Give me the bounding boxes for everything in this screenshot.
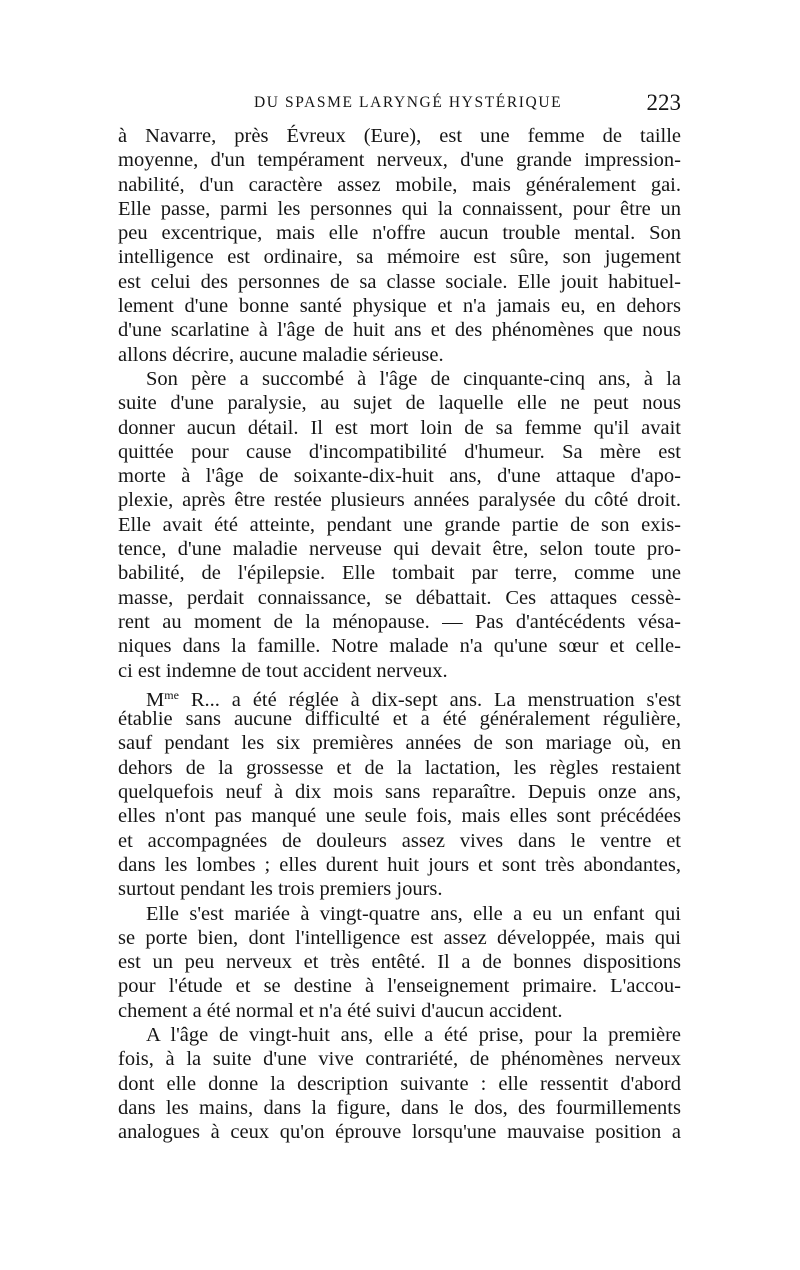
text-line: donner aucun détail. Il est mort loin de sa femme qu'il avait bbox=[118, 416, 681, 439]
text-line: lement d'une bonne santé physique et n'a jamais eu, en dehors bbox=[118, 295, 681, 318]
text-line: allons décrire, aucune maladie sérieuse. bbox=[118, 343, 444, 366]
mme-prefix: M bbox=[146, 688, 165, 711]
text-line: dehors de la grossesse et de la lactation, les règles restaient bbox=[118, 756, 681, 779]
text-line: dans les lombes ; elles durent huit jours et sont très abondantes, bbox=[118, 853, 681, 876]
text-line: peu excentrique, mais elle n'offre aucun trouble mental. Son bbox=[118, 222, 681, 245]
text-line: tence, d'une maladie nerveuse qui devait être, selon toute pro- bbox=[118, 538, 681, 561]
text-line: à Navarre, près Évreux (Eure), est une femme de taille bbox=[118, 125, 681, 147]
text-line: quelquefois neuf à dix mois sans reparaître. Depuis onze ans, bbox=[118, 781, 681, 804]
text-line: quittée pour cause d'incompatibilité d'humeur. Sa mère est bbox=[118, 440, 681, 463]
text-line: Son père a succombé à l'âge de cinquante-cinq ans, à la bbox=[146, 367, 681, 390]
text-line: moyenne, d'un tempérament nerveux, d'une grande impression- bbox=[118, 149, 681, 172]
page-header bbox=[118, 92, 681, 116]
text-line: intelligence est ordinaire, sa mémoire est sûre, son jugement bbox=[118, 246, 681, 269]
text-line: rent au moment de la ménopause. — Pas d'antécédents vésa- bbox=[118, 610, 681, 633]
text-line: établie sans aucune difficulté et a été généralement régulière, bbox=[118, 708, 681, 731]
text-line-mme bbox=[118, 683, 681, 711]
text-line: d'une scarlatine à l'âge de huit ans et des phénomènes que nous bbox=[118, 319, 681, 342]
text-line: niques dans la famille. Notre malade n'a qu'une sœur et celle- bbox=[118, 635, 681, 658]
mme-superscript: me bbox=[164, 687, 179, 702]
text-line: masse, perdait connaissance, se débattait. Ces attaques cessè- bbox=[118, 586, 681, 609]
text-line: et accompagnées de douleurs assez vives dans le ventre et bbox=[118, 829, 681, 852]
text-line: elles n'ont pas manqué une seule fois, mais elles sont précédées bbox=[118, 805, 681, 828]
text-line: suite d'une paralysie, au sujet de laquelle elle ne peut nous bbox=[118, 392, 681, 415]
text-line: pour l'étude et se destine à l'enseignement primaire. L'accou- bbox=[118, 975, 681, 998]
mme-rest: R... a été réglée à dix-sept ans. La menstruation s'est bbox=[178, 688, 681, 711]
text-line: A l'âge de vingt-huit ans, elle a été prise, pour la première bbox=[146, 1023, 681, 1046]
text-line: est celui des personnes de sa classe sociale. Elle jouit habituel- bbox=[118, 270, 681, 293]
text-line: dont elle donne la description suivante : elle ressentit d'abord bbox=[118, 1072, 681, 1095]
text-line: se porte bien, dont l'intelligence est assez développée, mais qui bbox=[118, 926, 681, 949]
text-line: est un peu nerveux et très entêté. Il a de bonnes dispositions bbox=[118, 951, 681, 974]
text-line: plexie, après être restée plusieurs années paralysée du côté droit. bbox=[118, 489, 681, 512]
text-line: ci est indemne de tout accident nerveux. bbox=[118, 659, 448, 682]
text-line: babilité, de l'épilepsie. Elle tombait par terre, comme une bbox=[118, 562, 681, 585]
text-line: sauf pendant les six premières années de son mariage où, en bbox=[118, 732, 681, 755]
text-line: Elle avait été atteinte, pendant une grande partie de son exis- bbox=[118, 513, 681, 536]
text-line: dans les mains, dans la figure, dans le dos, des fourmillements bbox=[118, 1096, 681, 1119]
text-line: chement a été normal et n'a été suivi d'aucun accident. bbox=[118, 999, 563, 1022]
text-line: surtout pendant les trois premiers jours. bbox=[118, 878, 443, 901]
text-line: morte à l'âge de soixante-dix-huit ans, d'une attaque d'apo- bbox=[118, 465, 681, 488]
page-number: 223 bbox=[646, 90, 681, 115]
text-line: Elle passe, parmi les personnes qui la connaissent, pour être un bbox=[118, 197, 681, 220]
text-line: nabilité, d'un caractère assez mobile, mais généralement gai. bbox=[118, 173, 681, 196]
body-text bbox=[118, 124, 681, 1144]
text-line: Elle s'est mariée à vingt-quatre ans, elle a eu un enfant qui bbox=[146, 902, 681, 925]
running-head: DU SPASME LARYNGÉ HYSTÉRIQUE bbox=[254, 94, 563, 111]
text-line: analogues à ceux qu'on éprouve lorsqu'une mauvaise position a bbox=[118, 1121, 681, 1144]
text-line: fois, à la suite d'une vive contrariété, de phénomènes nerveux bbox=[118, 1048, 681, 1071]
